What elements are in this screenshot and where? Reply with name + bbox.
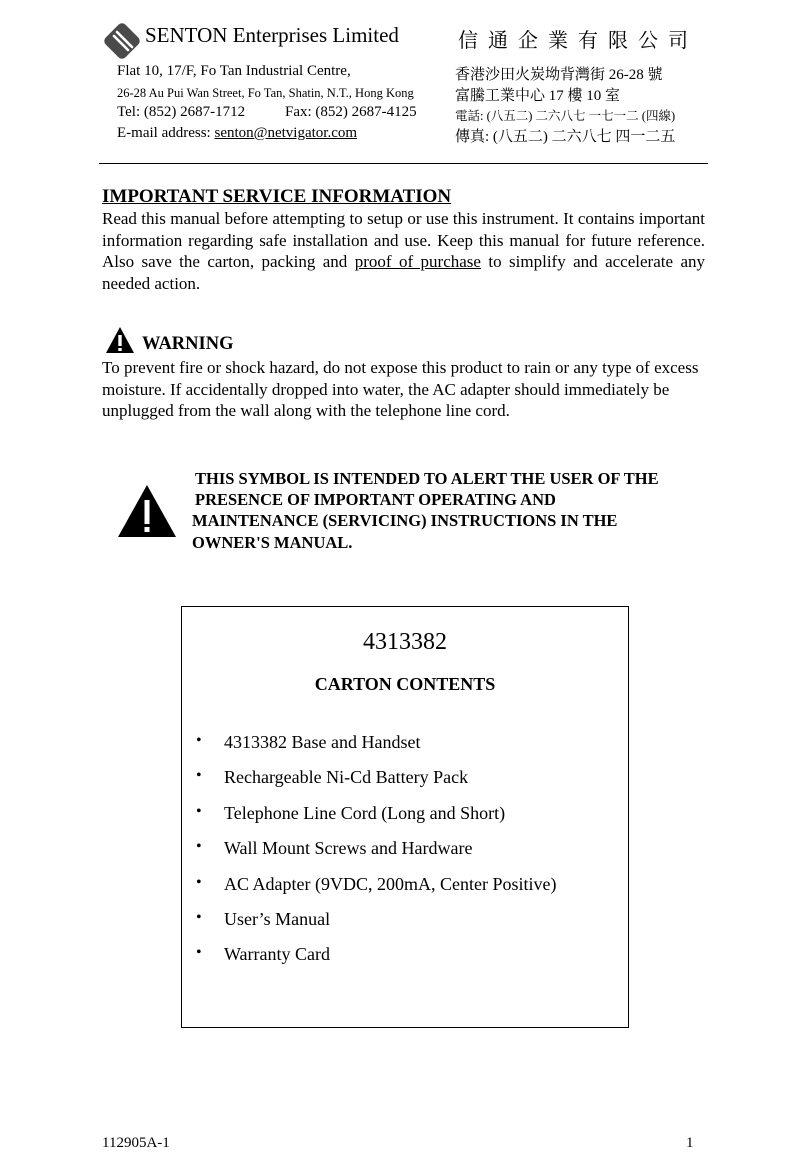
header-divider bbox=[99, 163, 708, 164]
bullet: • bbox=[196, 908, 202, 926]
warning-text: To prevent fire or shock hazard, do not expose this product to rain or any type of excess moisture. If accidentally dropped into water, the AC adapter should immediately be unplugged from the wall along with the telephone line cord. bbox=[102, 358, 699, 420]
service-paragraph bbox=[102, 208, 705, 294]
email-link[interactable]: senton@netvigator.com bbox=[214, 125, 358, 141]
fax-number: Fax: (852) 2687-4125 bbox=[285, 104, 417, 120]
service-heading: IMPORTANT SERVICE INFORMATION bbox=[102, 186, 452, 207]
caution-triangle-icon bbox=[117, 484, 177, 538]
list-item-text: 4313382 Base and Handset bbox=[224, 732, 421, 752]
model-number: 4313382 bbox=[363, 629, 447, 655]
company-name-en: SENTON Enterprises Limited bbox=[145, 23, 399, 47]
document-code: 112905A-1 bbox=[102, 1135, 170, 1151]
bullet: • bbox=[196, 873, 202, 891]
email-line bbox=[117, 125, 357, 142]
company-name-zh: 信通企業有限公司 bbox=[458, 30, 698, 52]
list-item-text: Warranty Card bbox=[224, 944, 331, 965]
symbol-notice-line-2: PRESENCE OF IMPORTANT OPERATING AND bbox=[195, 490, 556, 509]
bullet: • bbox=[196, 732, 202, 749]
symbol-notice-line-4: OWNER'S MANUAL. bbox=[192, 533, 353, 552]
symbol-notice-line-1: THIS SYMBOL IS INTENDED TO ALERT THE USER OF THE bbox=[195, 469, 659, 488]
list-item-text: AC Adapter (9VDC, 200mA, Center Positive) bbox=[224, 873, 557, 894]
zh-fax: 傳真: (八五二) 二六八七 四一二五 bbox=[455, 129, 676, 145]
zh-phone: 電話: (八五二) 二六八七 一七一二 (四線) bbox=[455, 109, 676, 123]
service-text-after: to simplify and accelerate any needed action. bbox=[102, 252, 705, 293]
list-item-text: Wall Mount Screws and Hardware bbox=[224, 838, 473, 859]
bullet: • bbox=[196, 767, 202, 785]
address-line-2: 26-28 Au Pui Wan Street, Fo Tan, Shatin, N.T., Hong Kong bbox=[117, 86, 414, 100]
warning-heading: WARNING bbox=[142, 334, 234, 354]
tel-number: Tel: (852) 2687-1712 bbox=[117, 104, 246, 120]
proof-of-purchase-link: proof of purchase bbox=[354, 252, 481, 271]
zh-address-line-1: 香港沙田火炭坳背灣街 26-28 號 bbox=[455, 67, 663, 83]
list-item-text: Telephone Line Cord (Long and Short) bbox=[224, 802, 506, 823]
warning-icon bbox=[105, 326, 135, 354]
symbol-notice-line-3: MAINTENANCE (SERVICING) INSTRUCTIONS IN THE bbox=[192, 511, 618, 530]
bullet: • bbox=[196, 802, 202, 820]
page-number: 1 bbox=[686, 1135, 694, 1151]
bullet: • bbox=[196, 944, 202, 962]
email-label: E-mail address: bbox=[117, 125, 211, 141]
service-text-before: Read this manual before attempting to setup or use this instrument. It contains important information regarding safe installation and use. Keep this manual for future reference. Also save the carton, packing and bbox=[102, 209, 705, 271]
senton-logo-icon bbox=[101, 20, 143, 62]
list-item-text: User’s Manual bbox=[224, 908, 331, 929]
carton-heading: CARTON CONTENTS bbox=[314, 674, 496, 694]
zh-address-line-2: 富騰工業中心 17 樓 10 室 bbox=[455, 88, 621, 104]
address-line-1: Flat 10, 17/F, Fo Tan Industrial Centre, bbox=[117, 63, 351, 79]
carton-contents-box bbox=[181, 606, 629, 1028]
bullet: • bbox=[196, 838, 202, 856]
list-item-text: Rechargeable Ni-Cd Battery Pack bbox=[224, 767, 469, 788]
